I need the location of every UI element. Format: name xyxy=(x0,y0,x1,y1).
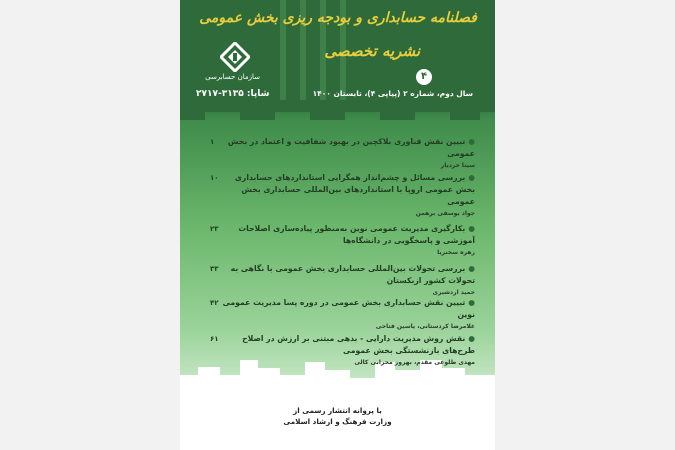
article-entry xyxy=(217,297,475,331)
journal-cover xyxy=(180,0,495,450)
bullet-icon: ● xyxy=(468,334,475,343)
publication-license xyxy=(180,405,495,427)
license-line-1: با پروانه انتشار رسمی از xyxy=(293,406,382,415)
article-author: غلامرضا کردستانی، یاسین فتاحی xyxy=(375,323,475,330)
step-band-top xyxy=(180,102,495,120)
article-author: مهدی طلوعی مقدم، بهروز محرابی کالی xyxy=(354,359,475,366)
article-title: بررسی تحولات بین‌المللی حسابداری بخش عمومی با نگاهی به تحولات کشور ازبکستان xyxy=(230,264,475,285)
article-entry xyxy=(217,333,475,367)
article-entry xyxy=(217,263,475,297)
article-page-number: ۶۱ xyxy=(210,335,219,343)
bullet-icon: ● xyxy=(468,173,475,182)
article-author: زهره سخنریا xyxy=(437,249,475,256)
article-title: تبیین نقش فناوری بلاکچین در بهبود شفافیت و اعتماد در بخش عمومی xyxy=(227,137,475,158)
issn-label: شاپا: ۳۱۳۵-۲۷۱۷ xyxy=(196,89,270,99)
bullet-icon: ● xyxy=(468,137,475,146)
article-page-number: ۱۰ xyxy=(210,174,219,182)
volume-issue-info: سال دوم، شماره ۲ (پیاپی ۴)، تابستان ۱۴۰۰ xyxy=(312,89,473,98)
article-page-number: ۳۳ xyxy=(210,265,219,273)
article-entry xyxy=(217,136,475,170)
article-entry xyxy=(217,172,475,218)
license-line-2: وزارت فرهنگ و ارشاد اسلامی xyxy=(283,417,392,426)
article-page-number: ۲۳ xyxy=(210,225,219,233)
publisher-name: سازمان حسابرسی xyxy=(205,73,260,81)
journal-subtitle: نشریه تخصصی xyxy=(324,42,420,60)
article-title: بررسی مسائل و چشم‌انداز همگرایی استانداردهای حسابداری بخش عمومی اروپا با استانداردهای بین‌المللی حسابداری بخش عمومی xyxy=(234,173,475,206)
article-title: تبیین نقش حسابداری بخش عمومی در دوره پسا مدیریت عمومی نوین xyxy=(222,298,475,319)
article-title: بکارگیری مدیریت عمومی نوین به‌منظور پیاده‌سازی اصلاحات آموزشی و پاسخگویی در دانشگاه‌ها xyxy=(238,224,475,245)
article-author: جواد یوسفی برهمن xyxy=(415,210,475,217)
publisher-logo-icon xyxy=(220,42,250,72)
article-entry xyxy=(217,223,475,257)
bullet-icon: ● xyxy=(468,224,475,233)
bullet-icon: ● xyxy=(468,264,475,273)
article-author: حمید اردشیری xyxy=(432,289,475,296)
article-page-number: ۱ xyxy=(210,138,215,146)
bullet-icon: ● xyxy=(468,298,475,307)
issue-number-badge: ۴ xyxy=(416,69,432,85)
article-title: نقش روش مدیریت دارایی - بدهی مبتنی بر ارزش در اصلاح طرح‌های بازنشستگی بخش عمومی xyxy=(242,334,475,355)
article-author: سینا خردیار xyxy=(440,162,475,169)
journal-title: فصلنامه حسابداری و بودجه ریزی بخش عمومی xyxy=(199,10,477,26)
article-page-number: ۴۲ xyxy=(210,299,219,307)
